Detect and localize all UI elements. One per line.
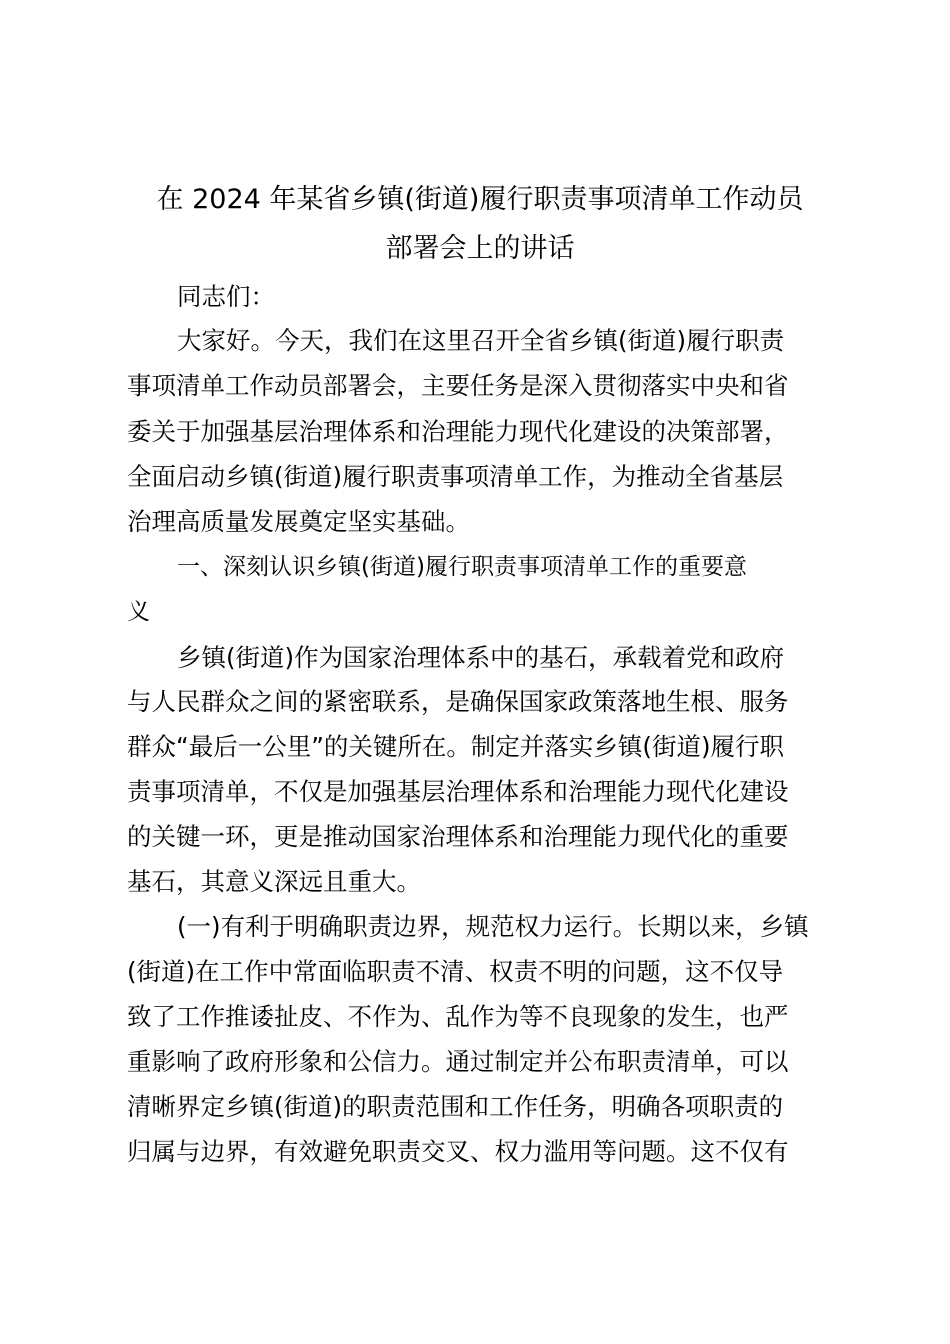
section-heading: 一、深刻认识乡镇(街道)履行职责事项清单工作的重要意: [177, 554, 747, 580]
paragraph-line: 清晰界定乡镇(街道)的职责范围和工作任务，明确各项职责的: [127, 1092, 784, 1121]
paragraph-line: 责事项清单，不仅是加强基层治理体系和治理能力现代化建设: [127, 777, 789, 806]
paragraph-line: 基石，其意义深远且重大。: [127, 867, 421, 896]
paragraph-line: 委关于加强基层治理体系和治理能力现代化建设的决策部署，: [127, 417, 789, 446]
salutation: 同志们：: [177, 282, 275, 311]
paragraph-line: 归属与边界，有效避免职责交叉、权力滥用等问题。这不仅有: [127, 1137, 789, 1166]
paragraph-line: 乡镇(街道)作为国家治理体系中的基石，承载着党和政府: [177, 643, 785, 672]
paragraph-line: 与人民群众之间的紧密联系，是确保国家政策落地生根、服务: [127, 687, 789, 716]
paragraph-line: 群众“最后一公里”的关键所在。制定并落实乡镇(街道)履行职: [127, 732, 784, 761]
paragraph-line: 全面启动乡镇(街道)履行职责事项清单工作，为推动全省基层: [127, 462, 784, 491]
paragraph-line: 重影响了政府形象和公信力。通过制定并公布职责清单，可以: [127, 1047, 789, 1076]
paragraph-line: 大家好。今天，我们在这里召开全省乡镇(街道)履行职责: [177, 326, 785, 355]
section-heading-continued: 义: [127, 599, 150, 625]
paragraph-line: (一)有利于明确职责边界，规范权力运行。长期以来，乡镇: [177, 912, 809, 941]
paragraph-line: 事项清单工作动员部署会，主要任务是深入贯彻落实中央和省: [127, 371, 789, 400]
paragraph-line: 的关键一环，更是推动国家治理体系和治理能力现代化的重要: [127, 822, 789, 851]
paragraph-line: (街道)在工作中常面临职责不清、权责不明的问题，这不仅导: [127, 957, 784, 986]
paragraph-line: 治理高质量发展奠定坚实基础。: [127, 507, 470, 536]
document-title-line-1: 在 2024 年某省乡镇(街道)履行职责事项清单工作动员: [156, 184, 804, 215]
document-title-line-2: 部署会上的讲话: [385, 233, 575, 264]
paragraph-line: 致了工作推诿扯皮、不作为、乱作为等不良现象的发生，也严: [127, 1002, 789, 1031]
